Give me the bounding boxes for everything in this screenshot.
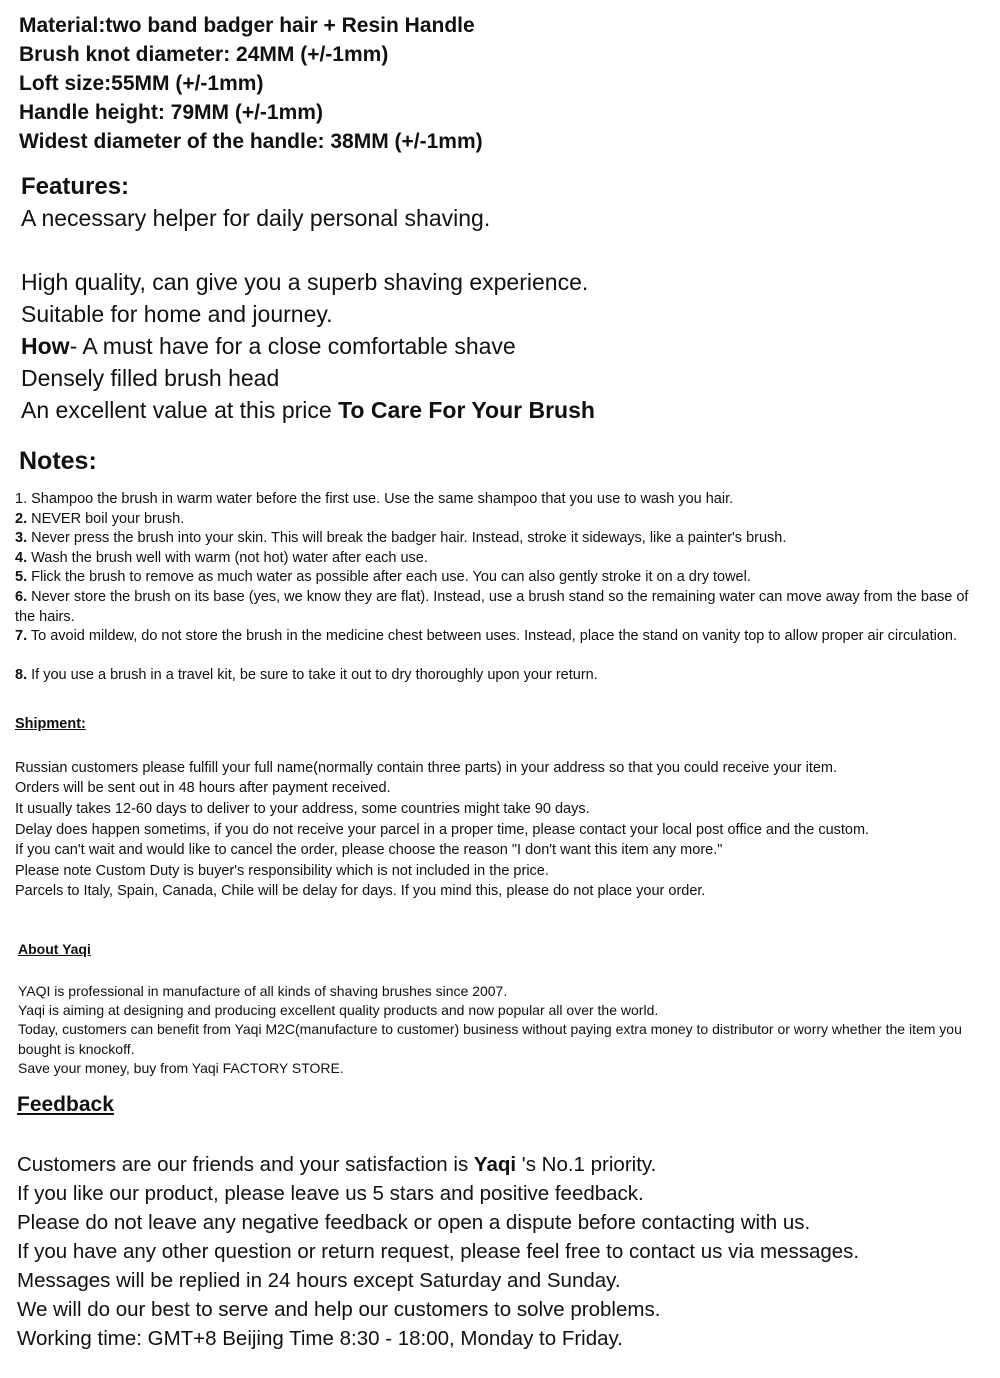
feature-line: A necessary helper for daily personal shaving.	[21, 205, 491, 231]
feature-how-bold: How	[21, 333, 70, 359]
note-item	[15, 549, 985, 569]
shipment-line: It usually takes 12-60 days to deliver to your address, some countries might take 90 days.	[15, 801, 590, 817]
feedback-heading: Feedback	[17, 1093, 114, 1116]
note-item	[15, 627, 985, 647]
features-heading: Features:	[21, 173, 130, 200]
shipment-line: Parcels to Italy, Spain, Canada, Chile will be delay for days. If you mind this, please do not place your order.	[15, 883, 706, 899]
shipment-line: Orders will be sent out in 48 hours after payment received.	[15, 780, 391, 796]
notes-heading: Notes:	[19, 447, 97, 475]
spec-handle-height: Handle height: 79MM (+/-1mm)	[19, 101, 323, 124]
feedback-line: Please do not leave any negative feedback or open a dispute before contacting with us.	[17, 1211, 811, 1234]
feedback-text: 's No.1 priority.	[516, 1153, 657, 1176]
spec-handle-diameter: Widest diameter of the handle: 38MM (+/-1mm)	[19, 130, 483, 153]
feedback-line: If you have any other question or return request, please feel free to contact us via messages.	[17, 1240, 860, 1263]
note-item	[15, 529, 985, 549]
feedback-line: If you like our product, please leave us 5 stars and positive feedback.	[17, 1182, 644, 1205]
shipment-heading: Shipment:	[15, 716, 86, 732]
feedback-line: We will do our best to serve and help our customers to solve problems.	[17, 1298, 661, 1321]
spec-loft-size: Loft size:55MM (+/-1mm)	[19, 72, 264, 95]
note-text: Never store the brush on its base (yes, we know they are flat). Instead, use a brush stand so the remaining water can move away from the base of the hairs.	[15, 589, 969, 625]
note-text: Wash the brush well with warm (not hot) water after each use.	[27, 550, 428, 566]
note-item	[15, 490, 985, 510]
shipment-line: Delay does happen sometims, if you do not receive your parcel in a proper time, please contact your local post office and the custom.	[15, 822, 870, 838]
feature-line	[21, 333, 516, 360]
about-line: Save your money, buy from Yaqi FACTORY STORE.	[18, 1060, 344, 1076]
feature-line: High quality, can give you a superb shaving experience.	[21, 269, 589, 295]
note-item	[15, 666, 985, 686]
about-line: Today, customers can benefit from Yaqi M2C(manufacture to customer) business without paying extra money to distributor or worry whether the item you bought is knockoff.	[18, 1021, 962, 1057]
note-number: 2.	[15, 511, 28, 527]
note-text: Flick the brush to remove as much water as possible after each use. You can also gently stroke it on a dry towel.	[27, 569, 751, 585]
note-number: 8.	[15, 667, 28, 683]
spec-material: Material:two band badger hair + Resin Handle	[19, 14, 475, 37]
spec-knot-diameter: Brush knot diameter: 24MM (+/-1mm)	[19, 43, 389, 66]
note-item	[15, 588, 985, 627]
feedback-line	[17, 1153, 656, 1177]
feature-line: Suitable for home and journey.	[21, 301, 333, 327]
note-number: 4.	[15, 550, 28, 566]
note-number: 3.	[15, 530, 28, 546]
note-number: 1.	[15, 491, 28, 507]
note-text: Never press the brush into your skin. This will break the badger hair. Instead, stroke it sideways, like a painter's brush.	[27, 530, 787, 546]
note-number: 5.	[15, 569, 28, 585]
feedback-line: Messages will be replied in 24 hours except Saturday and Sunday.	[17, 1269, 621, 1292]
about-heading: About Yaqi	[18, 941, 91, 957]
note-item	[15, 510, 985, 530]
note-text: If you use a brush in a travel kit, be sure to take it out to dry thoroughly upon your return.	[27, 667, 598, 683]
feature-line	[21, 397, 595, 424]
note-text: To avoid mildew, do not store the brush in the medicine chest between uses. Instead, place the stand on vanity top to allow proper air circulation.	[27, 628, 957, 644]
feature-line: Densely filled brush head	[21, 365, 280, 391]
note-text: Shampoo the brush in warm water before the first use. Use the same shampoo that you use to wash you hair.	[27, 491, 734, 507]
note-text: NEVER boil your brush.	[27, 511, 185, 527]
about-line: YAQI is professional in manufacture of all kinds of shaving brushes since 2007.	[18, 983, 508, 999]
shipment-line: If you can't wait and would like to cancel the order, please choose the reason "I don't want this item any more."	[15, 842, 723, 858]
shipment-line: Please note Custom Duty is buyer's responsibility which is not included in the price.	[15, 863, 549, 879]
feedback-line: Working time: GMT+8 Beijing Time 8:30 - 18:00, Monday to Friday.	[17, 1327, 623, 1350]
note-number: 6.	[15, 589, 28, 605]
about-line: Yaqi is aiming at designing and producing excellent quality products and now popular all over the world.	[18, 1002, 659, 1018]
feature-value-text: An excellent value at this price	[21, 397, 339, 423]
brand-name: Yaqi	[473, 1153, 517, 1176]
care-heading: To Care For Your Brush	[338, 397, 595, 423]
shipment-line: Russian customers please fulfill your full name(normally contain three parts) in your address so that you could receive your item.	[15, 760, 838, 776]
note-item	[15, 568, 985, 588]
note-number: 7.	[15, 628, 28, 644]
feature-how-text: - A must have for a close comfortable shave	[69, 333, 516, 359]
feedback-text: Customers are our friends and your satisfaction is	[17, 1153, 474, 1176]
